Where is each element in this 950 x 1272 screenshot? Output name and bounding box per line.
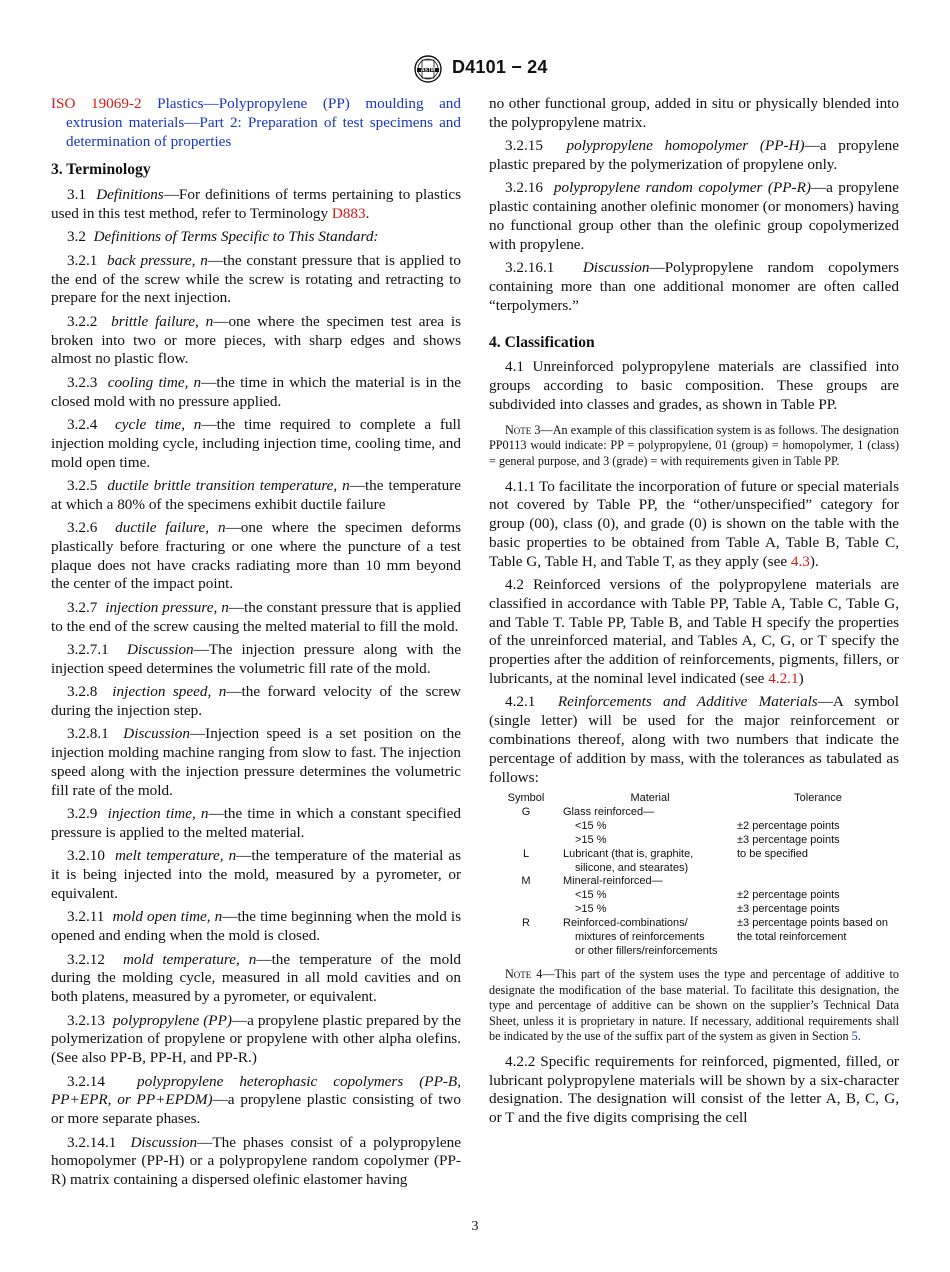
page-header (0, 54, 950, 84)
definition-paragraph: 3.2.13 polypropylene (PP)—a propylene plastic prepared by the polymerization of propylene or propylene with other alpha olefins. (See also PP-B, PP-H, and PP-R.) (51, 1011, 461, 1067)
material-cell: silicone, and stearates) (575, 861, 689, 874)
material-cell: Reinforced-combinations/ (563, 917, 688, 930)
symbol-cell: R (522, 917, 530, 930)
d883-link[interactable]: D883 (331, 204, 366, 222)
definition-paragraph: 3.2.16 polypropylene random copolymer (PP-R)—a propylene plastic containing another olefinic monomer (or monomers) having no functional group other than the olefinic group copolymerized with propylene. (489, 179, 900, 253)
symbol-cell (489, 903, 563, 917)
definition-paragraph: 3.2.8 injection speed, n—the forward velocity of the screw during the injection step. (51, 683, 462, 720)
tolerance-cell (737, 945, 899, 959)
section-heading-terminology: 3. Terminology (51, 161, 151, 179)
tolerance-table (489, 792, 899, 959)
definitions-list (51, 252, 461, 1190)
definition-paragraph: 3.2.7 injection pressure, n—the constant pressure that is applied to the end of the screw causing the melted material to fill the mold. (51, 598, 462, 635)
definitions-list-continued (489, 137, 899, 315)
definition-paragraph: 3.2.4 cycle time, n—the time required to complete a full injection molding cycle, including injection time, cooling time, and mold open time. (51, 415, 461, 471)
svg-text:ASTM: ASTM (420, 67, 436, 74)
paragraph-4-2-1: 4.2.1 Reinforcements and Additive Materials—A symbol (single letter) will be used for the major reinforcement or combinations thereof, along with two numbers that indicate the percentage of addition by mass, with the tolerances as tabulated as follows: (489, 693, 899, 786)
page-number: 3 (471, 1219, 479, 1234)
definition-paragraph: 3.2.10 melt temperature, n—the temperature of the material as it is being injected into the mold, measured by a pyrometer, or equivalent. (51, 847, 462, 902)
material-cell: >15 % (575, 903, 607, 916)
paragraph-4-1-1: 4.1.1 To facilitate the incorporation of future or special materials not covered by Table PP, the “other/unspecified” category for group (00), class (0), and grade (0) is shown on the table with the basic properties to be obtained from Table A, Table B, Table C, Table G, Table H, and Table T, as they apply (see 4.3). (489, 477, 899, 570)
material-cell: or other fillers/reinforcements (575, 945, 718, 958)
definition-paragraph: 3.2.14 polypropylene heterophasic copolymers (PP-B, PP+EPR, or PP+EPDM)—a propylene plastic consisting of two or more separate phases. (51, 1072, 461, 1128)
symbol-cell (489, 931, 563, 945)
paragraph-4-1: 4.1 Unreinforced polypropylene materials are classified into groups according to basic composition. These groups are subdivided into classes and grades, as shown in Table PP. (489, 358, 899, 413)
column-header-material: Material (630, 792, 670, 805)
tolerance-cell: ±3 percentage points (737, 833, 840, 846)
table-row (489, 806, 899, 820)
table-row (489, 848, 899, 862)
definition-paragraph: 3.2.12 mold temperature, n—the temperature of the mold during the molding cycle, measured in all mold cavities and on both platens, measured by a pyrometer, or equivalent. (51, 950, 462, 1006)
material-cell: >15 % (575, 833, 607, 846)
continued-paragraph: no other functional group, added in situ or physically blended into the polypropylene matrix. (489, 95, 899, 131)
paragraph-3-2: 3.2 Definitions of Terms Specific to This Standard: (67, 228, 379, 246)
table-row (489, 820, 899, 834)
definition-paragraph: 3.2.15 polypropylene homopolymer (PP-H)—a propylene plastic prepared by the polymerization of propylene only. (489, 137, 900, 173)
reference-link[interactable]: ISO 19069-2 (51, 95, 142, 112)
left-column (51, 95, 461, 1195)
table-row (489, 903, 899, 917)
definition-paragraph: 3.2.11 mold open time, n—the time beginning when the mold is opened and ending when the mold is closed. (51, 908, 462, 945)
table-row (489, 889, 899, 903)
table-row (489, 875, 899, 889)
definition-paragraph: 3.2.6 ductile failure, n—one where the specimen deforms plastically before fracturing or one where the puncture of a test plaque does not have cracks radiating more than 10 mm beyond the center of the impact point. (51, 519, 461, 593)
reference-title-link[interactable]: Plastics—Polypropylene (PP) moulding and extrusion materials—Part 2: Preparation of test specimens and determination of properties (66, 95, 461, 150)
definition-paragraph: 3.2.7.1 Discussion—The injection pressure along with the injection speed determines the volumetric fill rate of the mold. (51, 641, 462, 677)
symbol-cell (489, 834, 563, 848)
table-row (489, 945, 899, 959)
tolerance-cell (737, 806, 899, 820)
section-4-2-1-link[interactable]: 4.2.1 (768, 670, 799, 688)
symbol-cell (489, 889, 563, 903)
definition-paragraph: 3.2.3 cooling time, n—the time in which the material is in the closed mold with no pressure applied. (51, 373, 461, 410)
tolerance-cell (737, 875, 899, 889)
document-id: D4101 − 24 (452, 57, 548, 77)
material-cell: <15 % (575, 889, 607, 902)
symbol-cell (489, 820, 563, 834)
tolerance-cell: ±3 percentage points (737, 903, 840, 916)
tolerance-cell: ±3 percentage points based on (737, 917, 888, 930)
definition-paragraph: 3.2.1 back pressure, n—the constant pressure that is applied to the end of the screw while the screw is rotating and retracting to prepare for the next injection. (51, 251, 461, 307)
tolerance-cell (737, 862, 899, 876)
material-cell: <15 % (575, 819, 607, 832)
section-4-3-link[interactable]: 4.3 (790, 552, 810, 570)
table-header-row (489, 792, 899, 806)
definition-paragraph: 3.2.5 ductile brittle transition temperature, n—the temperature at which a 80% of the specimens exhibit ductile failure (51, 476, 461, 513)
material-cell: Lubricant (that is, graphite, (563, 847, 694, 860)
note-4: Note 4—This part of the system uses the type and percentage of additive to designate the modification of the base material. To facilitate this designation, the type and percentage of additive can be shown on the supplier’s Technical Data Sheet, unless it is proprietary in nature. If necessary, additional requirements shall be indicated by the use of the suffix part of the system as given in Section 5. (489, 966, 899, 1044)
definition-paragraph: 3.2.2 brittle failure, n—one where the specimen test area is broken into two or more pieces, with sharp edges and shows almost no plastic flow. (51, 312, 461, 368)
paragraph-4-2-2: 4.2.2 Specific requirements for reinforced, pigmented, filled, or lubricant polypropylene materials will be shown by a six-character designation. The designation will consist of the letter A, B, C, G, or T and the five digits comprising the cell (489, 1052, 899, 1127)
astm-logo-icon (408, 54, 448, 84)
tolerance-cell: ±2 percentage points (737, 889, 840, 902)
definition-paragraph: 3.2.14.1 Discussion—The phases consist of a polypropylene homopolymer (PP-H) or a polypropylene random copolymer (PP-R) matrix containing a dispersed olefinic elastomer having (51, 1133, 461, 1189)
table-row (489, 834, 899, 848)
symbol-cell (489, 862, 563, 876)
material-cell: Mineral-reinforced— (563, 875, 663, 888)
tolerance-cell: ±2 percentage points (737, 819, 840, 832)
table-body (489, 806, 899, 959)
symbol-cell: M (521, 875, 531, 888)
column-header-symbol: Symbol (507, 792, 545, 805)
paragraph-3-1: 3.1 Definitions—For definitions of terms pertaining to plastics used in this test method, refer to Terminology D883. (51, 186, 461, 222)
table-row (489, 917, 899, 931)
section-5-link[interactable]: 5 (851, 1029, 858, 1044)
paragraph-4-2: 4.2 Reinforced versions of the polypropylene materials are classified in accordance with Table PP, Table A, Table C, Table G, and Table T. Table PP, Table B, and Table H specify the properties of the unreinforced material, and Tables A, C, G, or T specify the properties after the addition of reinforcements, pigments, fillers, or lubricants, at the nominal level indicated (see 4.2.1) (489, 576, 899, 688)
table-row (489, 931, 899, 945)
section-heading-classification: 4. Classification (489, 333, 595, 351)
definition-paragraph: 3.2.16.1 Discussion—Polypropylene random copolymers containing more than one additional monomer are often called “terpolymers.” (489, 259, 899, 314)
definition-paragraph: 3.2.8.1 Discussion—Injection speed is a set position on the injection molding machine ranging from slow to fast. The injection speed along with the injection pressure determines the volumetric fill rate of the mold. (51, 725, 461, 799)
reference-entry (51, 95, 461, 151)
definition-paragraph: 3.2.9 injection time, n—the time in which a constant specified pressure is applied to the melted material. (51, 805, 461, 842)
tolerance-cell: the total reinforcement (737, 931, 847, 944)
symbol-cell (489, 945, 563, 959)
symbol-cell: L (522, 847, 530, 860)
note-3: Note 3—An example of this classification system is as follows. The designation PP0113 would indicate: PP = polypropylene, 01 (group) = homopolymer, 1 (class) = general purpose, and 3 (grade) = with requirements given in Table PP. (489, 422, 899, 468)
column-header-tolerance: Tolerance (794, 792, 842, 805)
material-cell: mixtures of reinforcements (575, 931, 705, 944)
material-cell: Glass reinforced— (563, 805, 655, 818)
symbol-cell: G (521, 805, 531, 818)
table-row (489, 862, 899, 876)
right-column (489, 95, 899, 1133)
tolerance-cell: to be specified (737, 847, 808, 860)
